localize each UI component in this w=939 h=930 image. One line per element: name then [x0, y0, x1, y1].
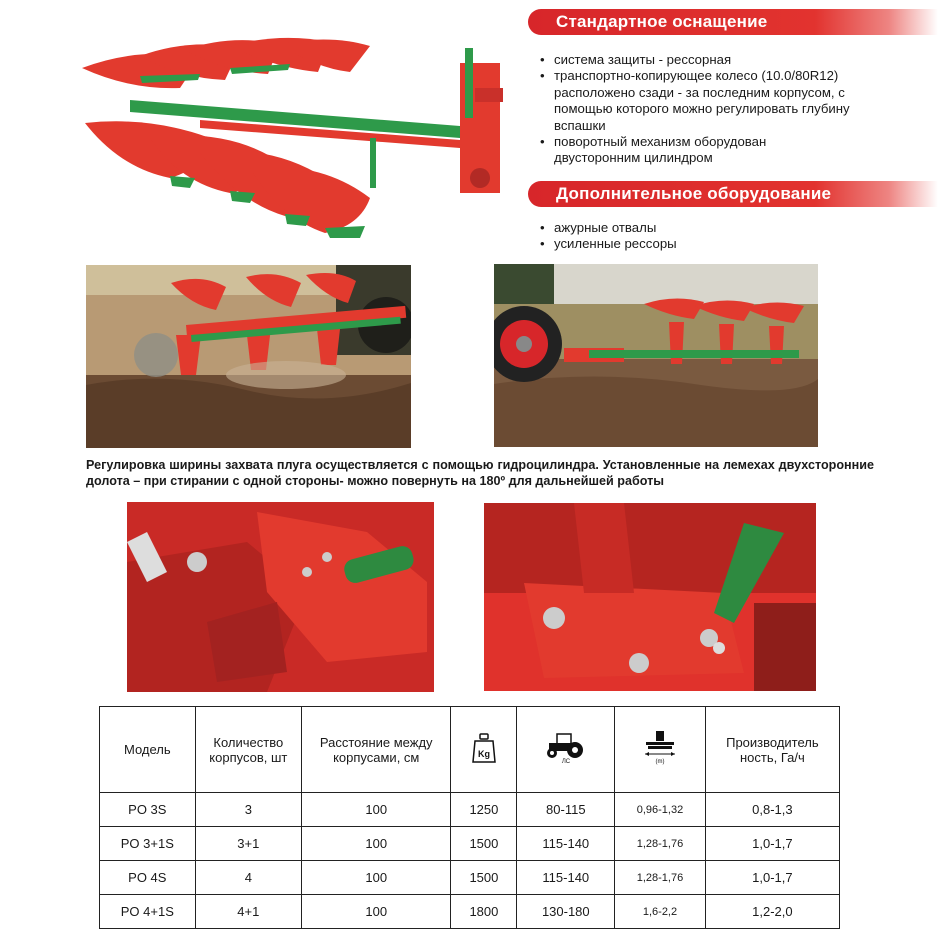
- cell-weight: 1500: [451, 861, 517, 895]
- list-item: • ажурные отвалы: [540, 220, 910, 236]
- cell-productivity: 1,0-1,7: [705, 861, 839, 895]
- header-bodies: Количество корпусов, шт: [195, 707, 301, 793]
- main-plough-photo: [80, 28, 520, 238]
- cell-bodies: 3: [195, 793, 301, 827]
- standard-equipment-list: [540, 52, 910, 167]
- standard-equipment-header: [528, 9, 938, 35]
- table-row: [100, 793, 840, 827]
- cell-distance: 100: [302, 793, 451, 827]
- cell-distance: 100: [302, 861, 451, 895]
- table-row: [100, 827, 840, 861]
- cell-model: PO 4S: [100, 861, 196, 895]
- table-row: [100, 861, 840, 895]
- detail-photo-right: [484, 503, 816, 691]
- table-row: [100, 895, 840, 929]
- tractor-icon: [541, 732, 591, 764]
- field-illustration-left: [86, 265, 411, 448]
- additional-equipment-list: [540, 220, 910, 253]
- table-header-row: [100, 707, 840, 793]
- weight-icon-label: Kg: [477, 749, 490, 759]
- cell-power: 115-140: [517, 827, 615, 861]
- field-photo-right: [494, 264, 818, 447]
- header-power: [517, 707, 615, 793]
- cell-width: 1,6-2,2: [615, 895, 706, 929]
- cell-bodies: 3+1: [195, 827, 301, 861]
- width-icon-label: (m): [655, 759, 665, 765]
- cell-model: PO 3S: [100, 793, 196, 827]
- header-model: Модель: [100, 707, 196, 793]
- cell-productivity: 0,8-1,3: [705, 793, 839, 827]
- cell-productivity: 1,2-2,0: [705, 895, 839, 929]
- cell-power: 130-180: [517, 895, 615, 929]
- header-distance: Расстояние между корпусами, см: [302, 707, 451, 793]
- cell-width: 0,96-1,32: [615, 793, 706, 827]
- photo-caption: Регулировка ширины захвата плуга осуществляется с помощью гидроцилиндра. Установленные на лемехах двухсторонние долота – при стирании с одной стороны- можно повернуть на 180º для дальнейшей работы: [86, 458, 874, 488]
- cell-power: 115-140: [517, 861, 615, 895]
- cell-power: 80-115: [517, 793, 615, 827]
- additional-equipment-header: [528, 181, 938, 207]
- weight-icon: [472, 733, 496, 763]
- power-icon-label: ЛС: [561, 759, 570, 764]
- cell-width: 1,28-1,76: [615, 861, 706, 895]
- cell-model: PO 3+1S: [100, 827, 196, 861]
- field-photo-left: [86, 265, 411, 448]
- list-item: • усиленные рессоры: [540, 236, 910, 252]
- cell-weight: 1800: [451, 895, 517, 929]
- cell-distance: 100: [302, 895, 451, 929]
- spec-table: [99, 706, 840, 929]
- cell-distance: 100: [302, 827, 451, 861]
- detail-photo-left: [127, 502, 434, 692]
- cell-weight: 1500: [451, 827, 517, 861]
- additional-equipment-title: Дополнительное оборудование: [556, 184, 832, 203]
- plough-width-icon: [642, 730, 678, 766]
- standard-equipment-title: Стандартное оснащение: [556, 12, 768, 31]
- cell-width: 1,28-1,76: [615, 827, 706, 861]
- detail-illustration-left: [127, 502, 434, 692]
- plough-illustration: [80, 28, 520, 238]
- list-item: • транспортно-копирующее колесо (10.0/80R12) расположено сзади - за последним корпусом, с помощью которого можно регулировать глубину вспашки: [540, 68, 884, 134]
- header-productivity: Производитель ность, Га/ч: [705, 707, 839, 793]
- field-illustration-right: [494, 264, 818, 447]
- list-item: • система защиты - рессорная: [540, 52, 910, 68]
- cell-model: PO 4+1S: [100, 895, 196, 929]
- header-width: [615, 707, 706, 793]
- cell-weight: 1250: [451, 793, 517, 827]
- cell-bodies: 4: [195, 861, 301, 895]
- header-weight: [451, 707, 517, 793]
- cell-bodies: 4+1: [195, 895, 301, 929]
- list-item: • поворотный механизм оборудован двусторонним цилиндром: [540, 134, 824, 167]
- cell-productivity: 1,0-1,7: [705, 827, 839, 861]
- detail-illustration-right: [484, 503, 816, 691]
